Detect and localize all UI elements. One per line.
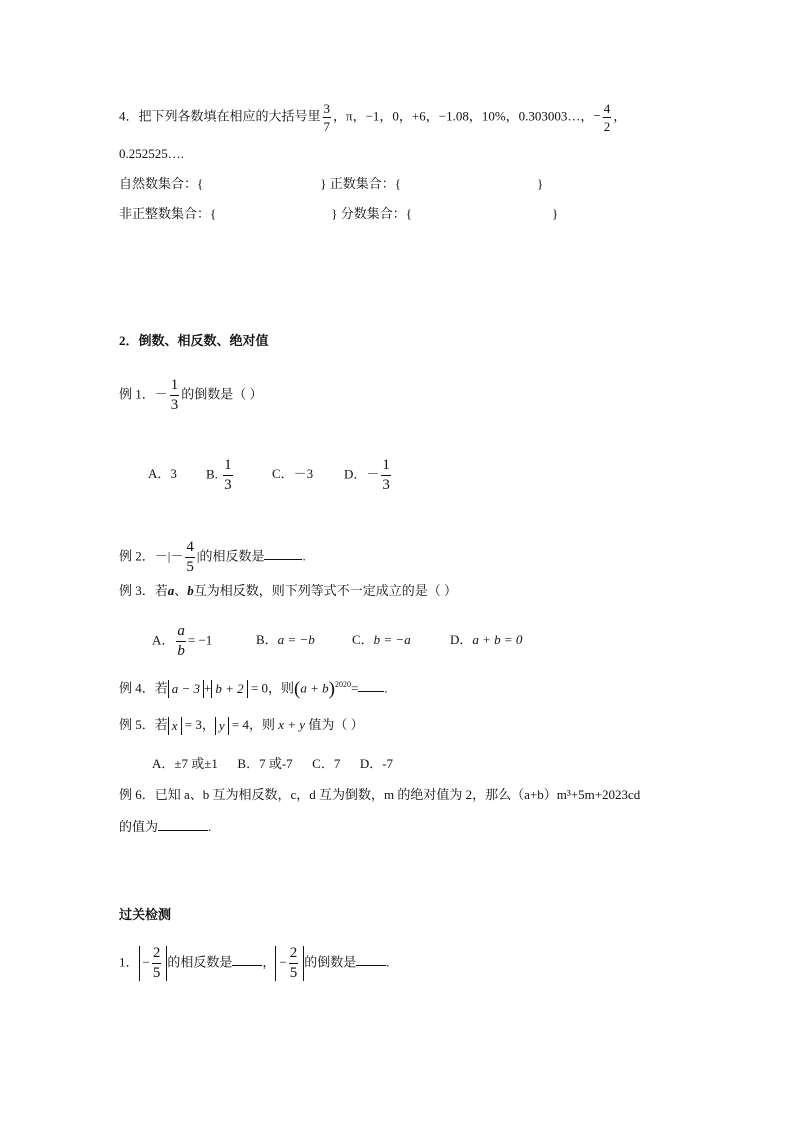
answer-blank	[264, 549, 302, 560]
option-d: D．－ $\frac{1}{3}$	[344, 457, 390, 493]
absolute-value-b-plus-2: b + 2	[211, 680, 247, 698]
fraction-set-label: } 分数集合：{	[331, 206, 412, 221]
exponent: 2020	[334, 680, 351, 689]
absolute-value-neg-2-5: − $\frac{2}{5}$	[275, 946, 304, 981]
example-5-options: A．±7 或±1 B．7 或-7 C．7 D．-7	[152, 756, 394, 771]
absolute-value-x: x	[168, 717, 182, 735]
q4-set-row1: 自然数集合：{ } 正数集合：{ }	[119, 176, 544, 191]
checkpoint-title: 过关检测	[119, 907, 172, 922]
example-3: 例 3．若a、b互为相反数，则下列等式不一定成立的是（ ）	[119, 583, 458, 598]
q4-number-list: ，π，−1，0，+6，−1.08，10%，0.303003…，	[333, 108, 594, 124]
non-positive-integer-set-label: 非正整数集合：{	[119, 206, 217, 221]
fraction-neg-4-2: − $\frac{4}{2}$	[593, 101, 611, 134]
fraction-1-3: $\frac{1}{3}$	[170, 377, 179, 413]
option-b: B．a = −b	[256, 632, 315, 648]
option-c: C．b = −a	[352, 632, 411, 648]
q4-line1: 4．把下列各数填在相应的大括号里 $\frac{3}{7}$ ，π，−1，0，+6，−1.08，10%，0.303003…，− $\frac{4}{2}$ ，	[119, 101, 627, 134]
example-1-options	[148, 458, 393, 493]
answer-blank	[358, 681, 384, 692]
answer-blank	[158, 820, 208, 831]
answer-blank	[356, 955, 386, 966]
answer-blank	[232, 955, 262, 966]
natural-number-set-label: 自然数集合：{	[119, 176, 204, 191]
positive-number-set-label: } 正数集合：{	[320, 176, 401, 191]
absolute-value-a-minus-3: a − 3	[168, 680, 204, 698]
option-a: A． $\frac{a}{b}$ = −1	[152, 623, 213, 659]
fraction-4-5: $\frac{4}{5}$	[186, 539, 194, 575]
q4-set-row2: 非正整数集合：{ } 分数集合：{ }	[119, 206, 559, 221]
q4-stem: 4．把下列各数填在相应的大括号里	[119, 108, 321, 124]
example-6-line2: 的值为 .	[119, 819, 212, 834]
absolute-value-y: y	[215, 717, 229, 735]
option-a: A．3	[148, 466, 177, 482]
example-2: 例 2．－|－ $\frac{4}{5}$ |的相反数是 .	[119, 539, 306, 575]
example-1: 例 1．－ $\frac{1}{3}$ 的倒数是（ ）	[119, 377, 263, 413]
section-title: 2．倒数、相反数、绝对值	[119, 333, 269, 348]
checkpoint-1: 1． − $\frac{2}{5}$ 的相反数是 ， − $\frac{2}{5}$ 的倒数是 .	[119, 945, 390, 981]
option-b: B. $\frac{1}{3}$	[206, 457, 232, 493]
option-c: C．－3	[272, 466, 314, 482]
example-4: 例 4．若 a − 3 + b + 2 = 0，则$(a + b)^{2020}=$ .	[119, 678, 388, 700]
q4-line2: 0.252525….	[119, 146, 184, 161]
example-6-line1: 例 6．已知 a、b 互为相反数，c，d 互为倒数，m 的绝对值为 2，那么（a+b）m³+5m+2023cd	[119, 787, 641, 802]
fraction-3-7: $\frac{3}{7}$	[323, 101, 331, 134]
example-5: 例 5．若 x = 3， y = 4，则 x + y 值为（ ）	[119, 717, 364, 734]
option-d: D．a + b = 0	[450, 632, 523, 648]
example-3-options	[152, 624, 522, 659]
absolute-value-neg-2-5: − $\frac{2}{5}$	[139, 946, 168, 981]
